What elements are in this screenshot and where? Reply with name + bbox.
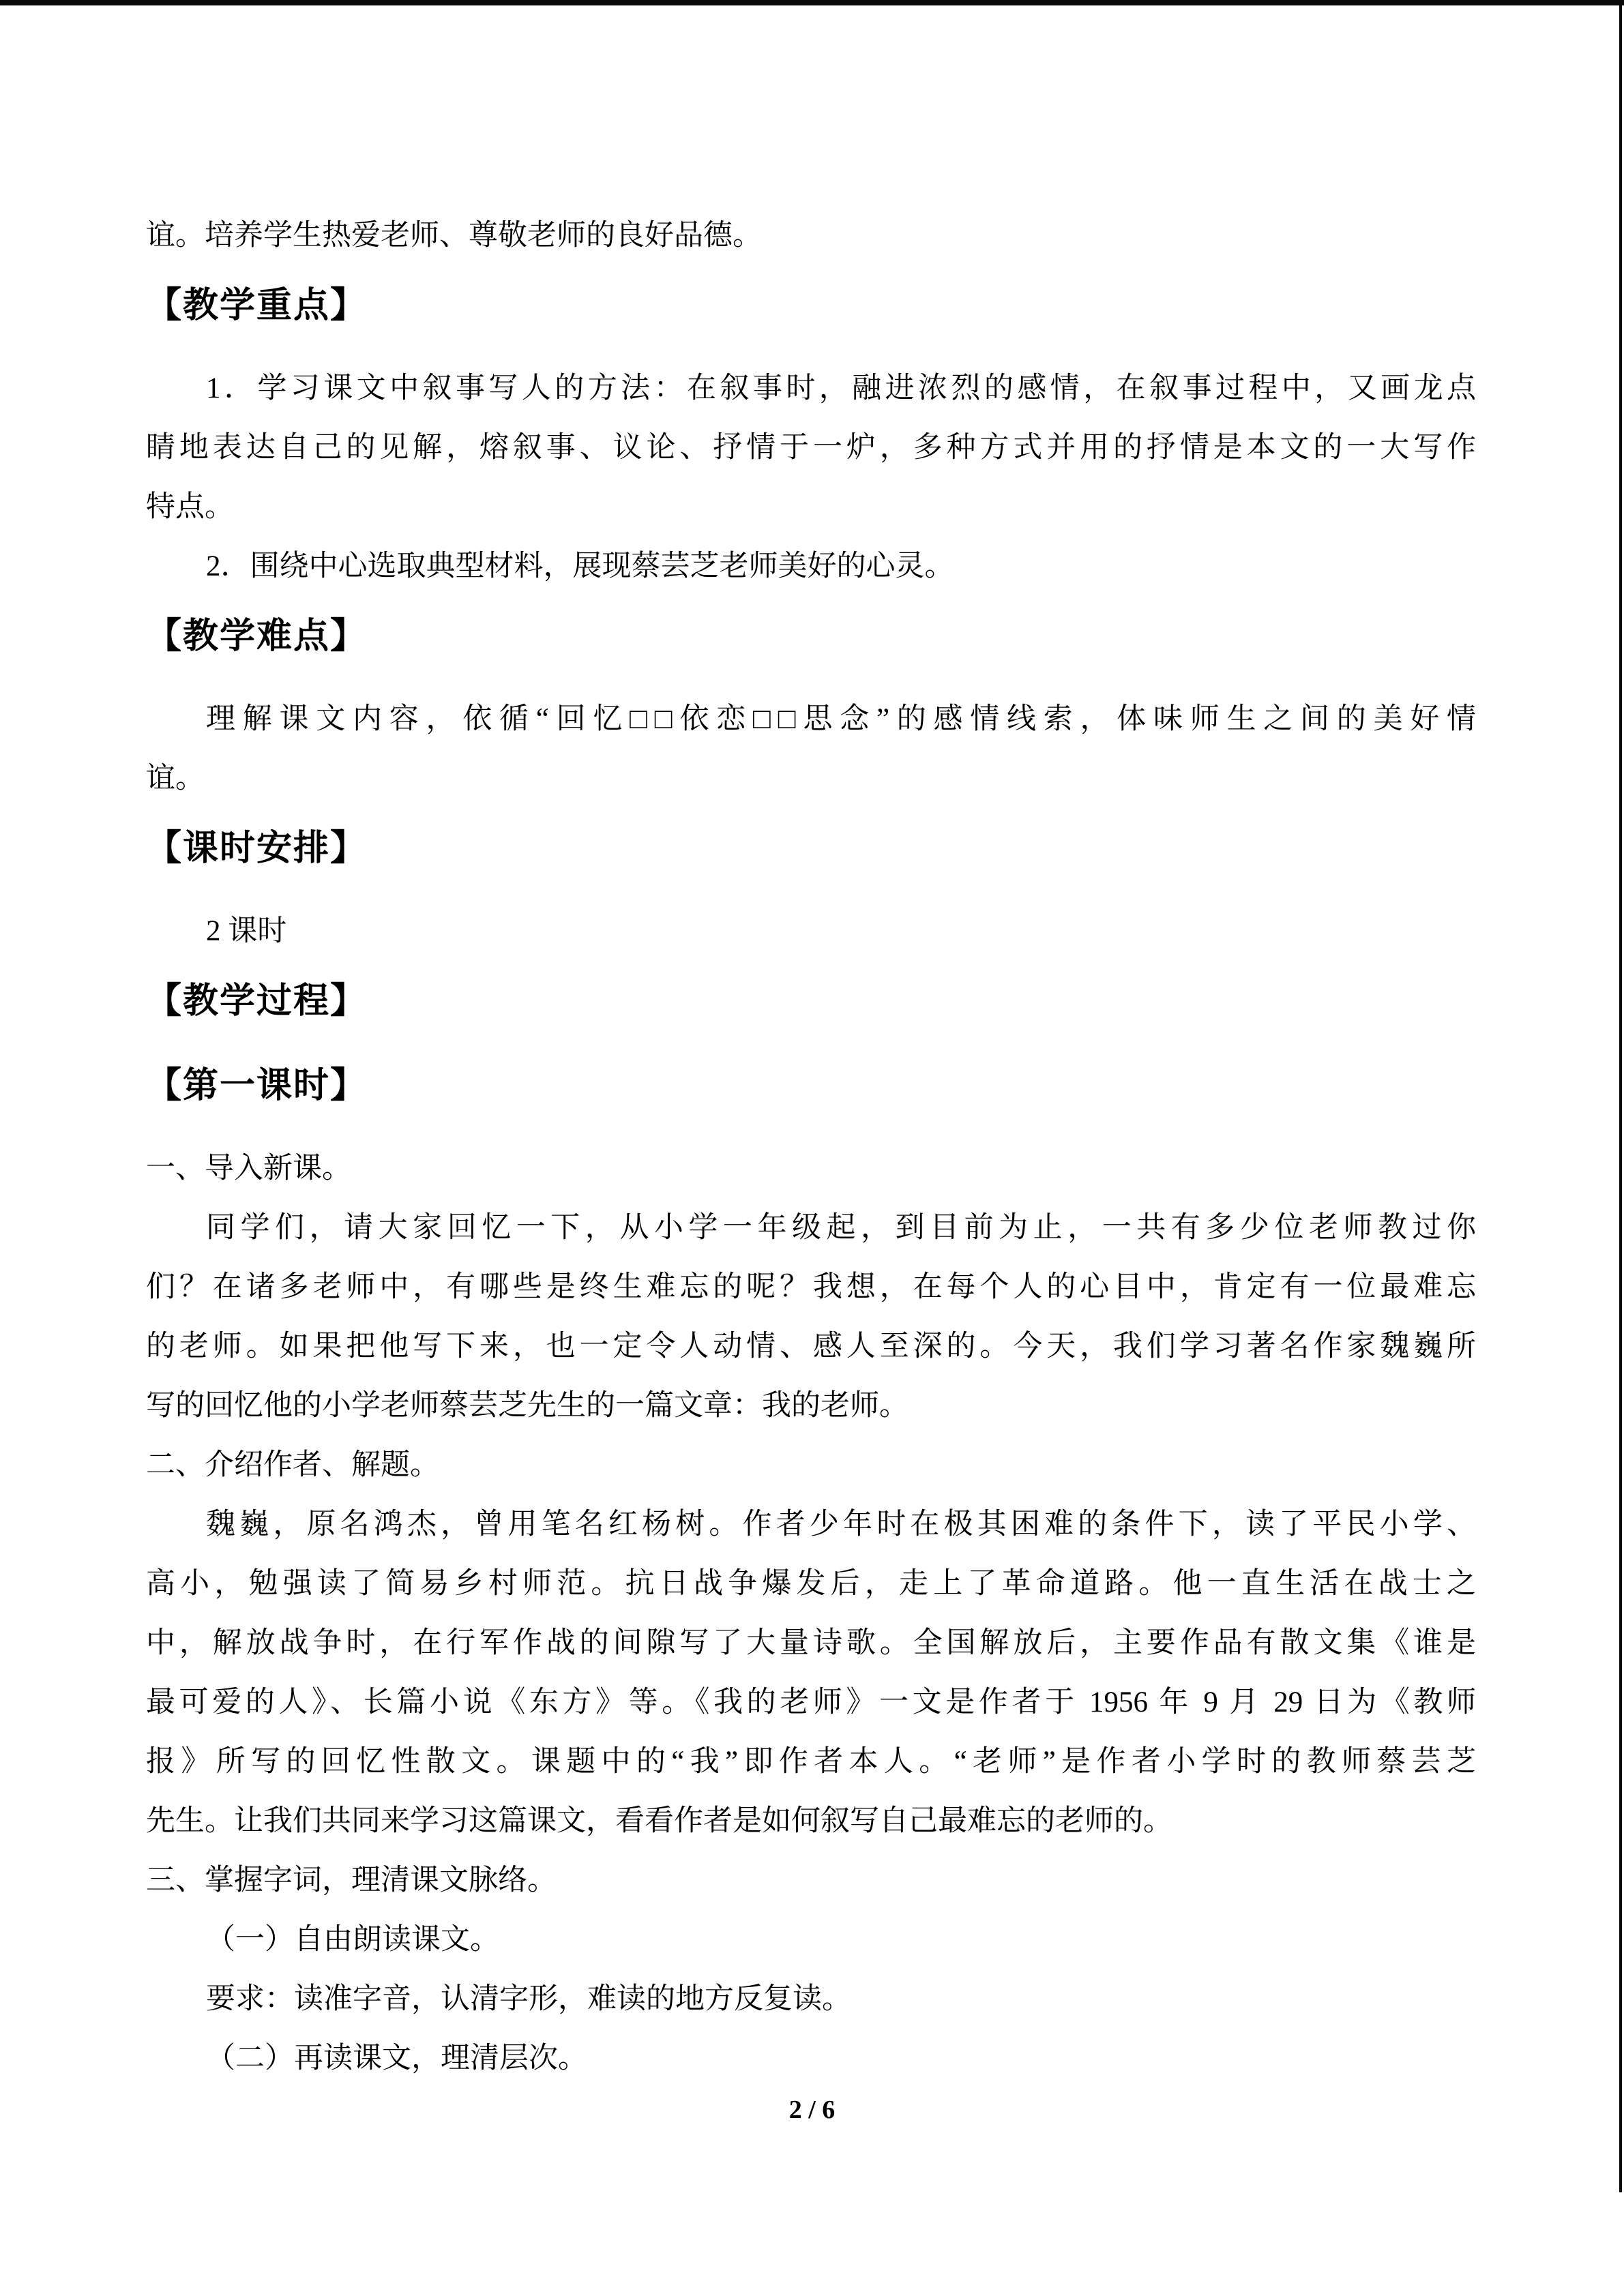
page-number: 2 / 6 [788,2096,836,2124]
text-line: 谊。 [146,762,205,794]
text-line: 三、掌握字词，理清课文脉络。 [146,1864,557,1896]
scan-edge-top [0,0,1624,5]
text-line: 2．围绕中心选取典型材料，展现蔡芸芝老师美好的心灵。 [206,550,954,582]
text-line: 特点。 [146,491,234,523]
text-line: 们？在诸多老师中，有哪些是终生难忘的呢？我想，在每个人的心目中，肯定有一位最难忘 [146,1271,1476,1303]
text-line: 的老师。如果把他写下来，也一定令人动情、感人至深的。今天，我们学习著名作家魏巍所 [146,1330,1476,1362]
section-heading: 【教学难点】 [146,616,368,656]
scan-edge-right [1619,0,1622,2192]
section-heading: 【第一课时】 [146,1066,368,1105]
text-line: （二）再读课文，理清层次。 [206,2042,587,2074]
section-heading: 【课时安排】 [146,829,368,868]
text-line: 中，解放战争时，在行军作战的间隙写了大量诗歌。全国解放后，主要作品有散文集《谁是 [146,1627,1476,1659]
text-line: 二、介绍作者、解题。 [146,1449,439,1481]
text-line: （一）自由朗读课文。 [206,1924,499,1956]
text-line: 先生。让我们共同来学习这篇课文，看看作者是如何叙写自己最难忘的老师的。 [146,1805,1172,1837]
section-heading: 【教学重点】 [146,286,368,325]
text-line: 谊。培养学生热爱老师、尊敬老师的良好品德。 [146,220,762,252]
text-line: 高小，勉强读了简易乡村师范。抗日战争爆发后，走上了革命道路。他一直生活在战士之 [146,1568,1476,1600]
text-line: 魏巍，原名鸿杰，曾用笔名红杨树。作者少年时在极其困难的条件下，读了平民小学、 [206,1508,1476,1540]
text-line: 一、导入新课。 [146,1152,351,1184]
text-line: 写的回忆他的小学老师蔡芸芝先生的一篇文章：我的老师。 [146,1390,909,1422]
text-line: 睛地表达自己的见解，熔叙事、议论、抒情于一炉，多种方式并用的抒情是本文的一大写作 [146,432,1476,464]
text-line: 报》所写的回忆性散文。课题中的“我”即作者本人。“老师”是作者小学时的教师蔡芸芝 [146,1746,1476,1778]
text-line: 最可爱的人》、长篇小说《东方》等。《我的老师》一文是作者于 1956 年 9 月 29 日为《教师 [146,1686,1476,1718]
text-line: 要求：读准字音，认清字形，难读的地方反复读。 [206,1983,851,2015]
page-body [146,206,1476,2088]
text-line: 同学们，请大家回忆一下，从小学一年级起，到目前为止，一共有多少位老师教过你 [206,1212,1476,1244]
text-line: 1．学习课文中叙事写人的方法：在叙事时，融进浓烈的感情，在叙事过程中，又画龙点 [206,372,1476,404]
section-heading: 【教学过程】 [146,981,368,1021]
text-line: 2 课时 [206,915,287,947]
text-line: 理解课文内容，依循“回忆□□依恋□□思念”的感情线索，体味师生之间的美好情 [206,703,1476,735]
